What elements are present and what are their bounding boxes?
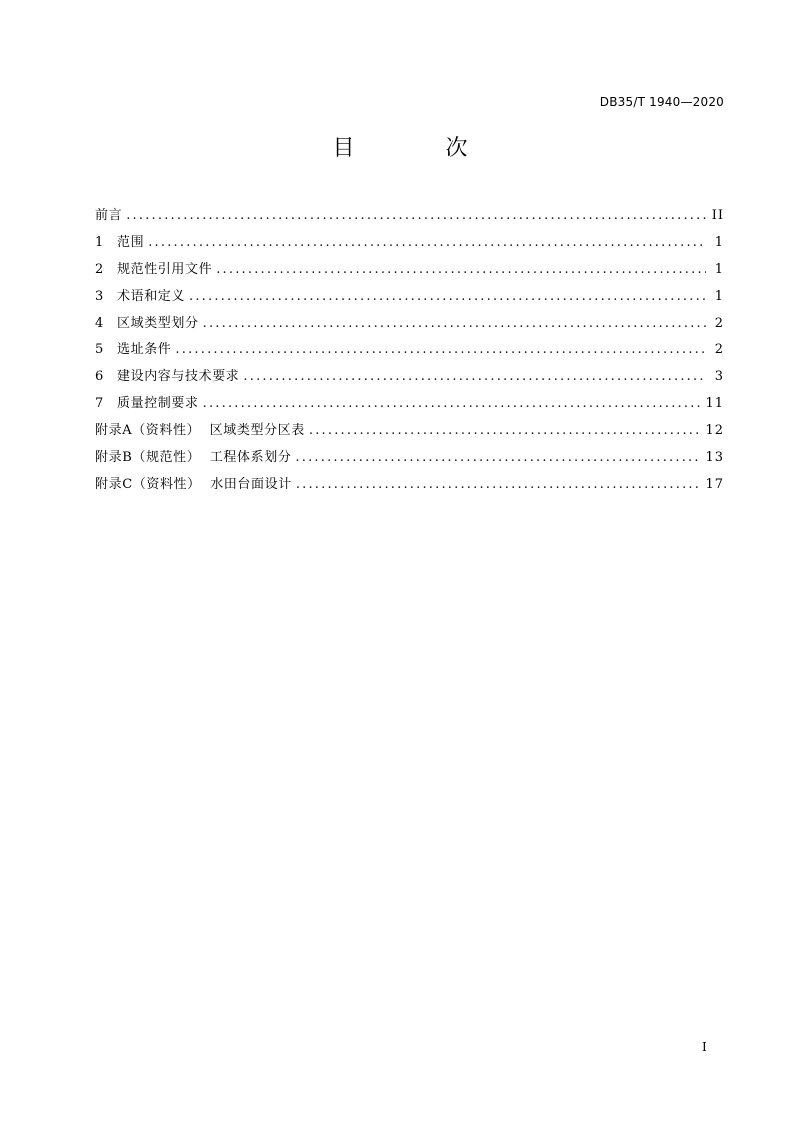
toc-entry-number: 5 (95, 342, 104, 358)
toc-entry-label: 选址条件 (117, 342, 172, 358)
toc-entry-appendix-b[interactable] (95, 448, 724, 475)
toc-entry-page: 12 (705, 423, 724, 439)
toc-entry-page: 1 (714, 261, 724, 277)
toc-leader-dots (243, 367, 706, 387)
toc-entry-label: 前言 (95, 208, 123, 223)
toc-entry-page: 1 (714, 234, 724, 250)
page-title: 目 次 (332, 136, 510, 161)
toc-entry-number: 2 (95, 261, 104, 277)
toc-entry-4[interactable] (95, 314, 724, 341)
table-of-contents (95, 206, 724, 502)
toc-leader-dots (203, 394, 702, 414)
document-code: DB35/T 1940—2020 (599, 95, 724, 109)
toc-entry-7[interactable] (95, 394, 724, 421)
toc-entry-3[interactable] (95, 287, 724, 314)
toc-entry-6[interactable] (95, 367, 724, 394)
toc-entry-appendix-c[interactable] (95, 475, 724, 502)
toc-entry-page: 17 (705, 476, 724, 492)
toc-entry-label: 建设内容与技术要求 (117, 369, 240, 385)
toc-entry-preface[interactable] (95, 206, 724, 233)
toc-entry-page: 11 (705, 396, 724, 412)
toc-entry-appendix-a[interactable] (95, 421, 724, 448)
toc-leader-dots (309, 421, 702, 441)
toc-entry-label: 术语和定义 (117, 288, 186, 304)
page-number: I (702, 1040, 707, 1054)
toc-leader-dots (216, 260, 706, 280)
toc-leader-dots (175, 340, 706, 360)
toc-leader-dots (189, 287, 706, 307)
toc-entry-label: 质量控制要求 (117, 396, 199, 412)
toc-entry-number: 3 (95, 288, 104, 304)
toc-entry-page: II (711, 208, 724, 223)
toc-entry-number: 1 (95, 234, 104, 250)
toc-leader-dots (126, 206, 706, 226)
toc-entry-label: 范围 (117, 234, 145, 250)
toc-entry-label: 附录B（规范性） 工程体系划分 (95, 450, 292, 466)
toc-entry-label: 附录C（资料性） 水田台面设计 (95, 476, 292, 492)
toc-entry-label: 区域类型划分 (117, 315, 199, 331)
toc-entry-5[interactable] (95, 340, 724, 367)
toc-leader-dots (296, 475, 702, 495)
toc-entry-page: 2 (714, 342, 724, 358)
toc-entry-number: 7 (95, 396, 104, 412)
toc-entry-label: 规范性引用文件 (117, 261, 213, 277)
toc-entry-page: 13 (705, 450, 724, 466)
toc-entry-page: 3 (714, 369, 724, 385)
toc-entry-number: 4 (95, 315, 104, 331)
toc-entry-number: 6 (95, 369, 104, 385)
toc-leader-dots (295, 448, 701, 468)
toc-leader-dots (203, 314, 706, 334)
toc-entry-1[interactable] (95, 233, 724, 260)
toc-leader-dots (148, 233, 706, 253)
toc-entry-label: 附录A（资料性） 区域类型分区表 (95, 423, 305, 439)
toc-entry-page: 1 (714, 288, 724, 304)
toc-entry-2[interactable] (95, 260, 724, 287)
toc-entry-page: 2 (714, 315, 724, 331)
